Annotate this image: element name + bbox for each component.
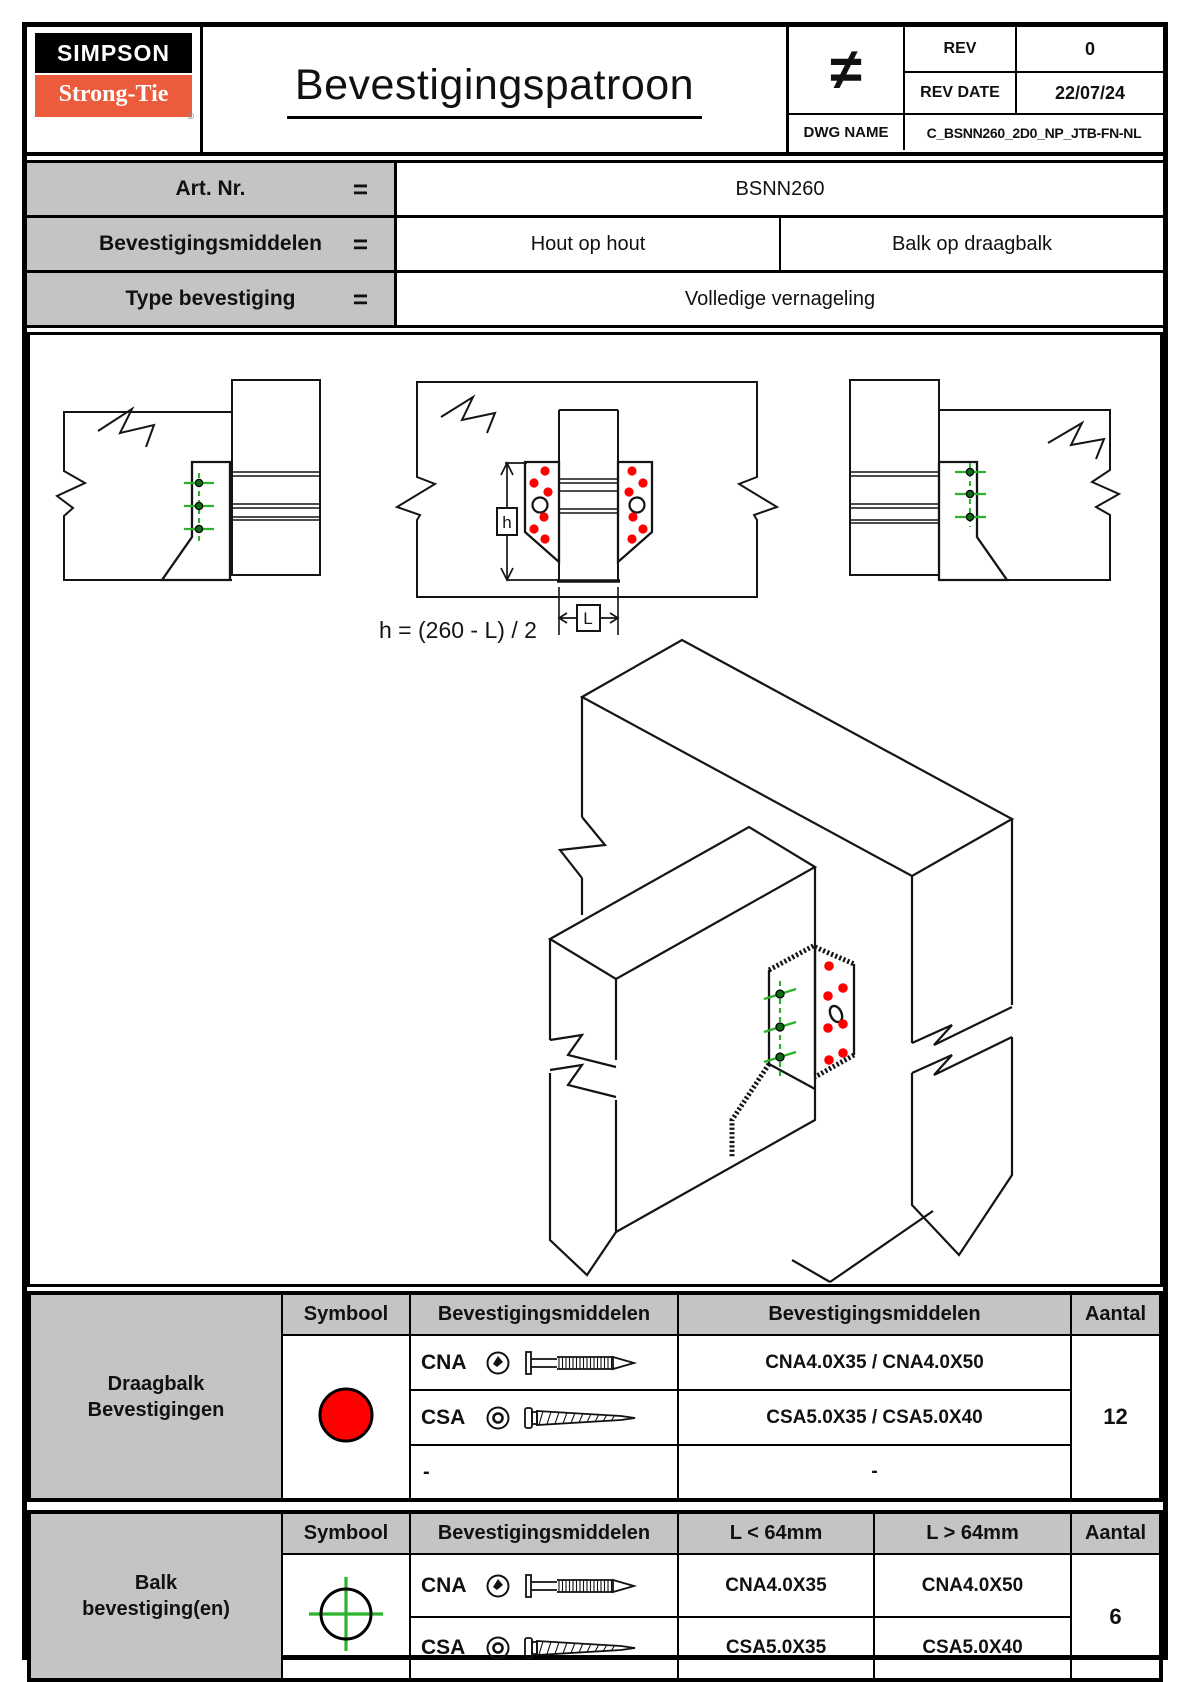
equals-sign: = (352, 283, 368, 314)
col-symbool: Symbool (282, 1293, 410, 1335)
fasteners-label: Bevestigingsmiddelen (99, 232, 322, 255)
type-value: Volledige vernageling (684, 287, 876, 310)
balk-row-label (29, 1512, 282, 1680)
fastener-centers (195, 479, 202, 532)
col-symbool: Symbool (282, 1512, 410, 1554)
col-bevestigingsmiddelen: Bevestigingsmiddelen (410, 1512, 678, 1554)
rev-label: REV (903, 27, 1015, 71)
csa-l-small-value: CSA5.0X35 (678, 1617, 874, 1680)
post-outline (850, 380, 939, 575)
draagbalk-row-label (29, 1293, 282, 1500)
joist-beam-outline (550, 827, 815, 1275)
title-cell (203, 27, 786, 152)
col-aantal: Aantal (1071, 1512, 1161, 1554)
screw-head-icon (485, 1405, 511, 1431)
dim-h-text: h (502, 513, 512, 532)
equals-sign: = (352, 228, 368, 259)
label-line2: bevestiging(en) (82, 1598, 230, 1620)
isometric-view-drawing (412, 600, 1152, 1287)
dwg-name-value: C_BSNN260_2D0_NP_JTB-FN-NL (903, 113, 1163, 150)
csa-screw-icon (523, 1633, 641, 1663)
projection-symbol-icon: ≠ (830, 37, 862, 102)
red-dot-symbol-icon (314, 1383, 378, 1447)
joist-outline (559, 410, 618, 580)
art-nr-label-cell (27, 163, 397, 215)
hanger-bracket (732, 945, 854, 1157)
fastener-centers (966, 468, 973, 520)
csa-values: CSA5.0X35 / CSA5.0X40 (678, 1390, 1071, 1445)
csa-l-large-value: CSA5.0X40 (874, 1617, 1071, 1680)
empty-fastener-value: - (678, 1445, 1071, 1500)
height-formula: h = (260 - L) / 2 (379, 617, 537, 643)
balk-fasteners-table (27, 1510, 1163, 1682)
break-mark-icon (441, 397, 495, 433)
nail-head-icon (485, 1573, 511, 1599)
csa-fastener-cell (410, 1617, 678, 1680)
info-row-fasteners (27, 218, 1163, 273)
hanger-hole-left (533, 498, 548, 513)
rev-value: 0 (1015, 27, 1163, 71)
cna-nail-icon (523, 1348, 641, 1378)
page-title: Bevestigingspatroon (287, 61, 702, 119)
beam-outline (57, 412, 232, 580)
cna-fastener-cell (410, 1554, 678, 1617)
drawing-area (27, 332, 1163, 1287)
title-block (27, 27, 1163, 156)
info-table (27, 160, 1163, 328)
col-bevestigingsmiddelen: Bevestigingsmiddelen (410, 1293, 678, 1335)
post-outline (232, 380, 320, 575)
hanger-side-profile (939, 462, 1007, 580)
label-line1: Draagbalk (107, 1372, 205, 1395)
cna-l-small-value: CNA4.0X35 (678, 1554, 874, 1617)
empty-fastener-type: - (410, 1445, 678, 1500)
col-aantal: Aantal (1071, 1293, 1161, 1335)
side-view-left-drawing (54, 369, 344, 584)
hanger-side-profile (162, 462, 230, 580)
type-label: Type bevestiging (125, 287, 296, 310)
hidden-edge-lines (232, 472, 320, 520)
balk-symbol-cell (282, 1554, 410, 1680)
type-label-cell (27, 273, 397, 325)
draagbalk-aantal-value: 12 (1071, 1335, 1161, 1500)
side-view-right-drawing (840, 375, 1160, 590)
registered-mark: ® (187, 111, 194, 121)
equals-sign: = (352, 173, 368, 204)
cna-l-large-value: CNA4.0X50 (874, 1554, 1071, 1617)
break-mark-icon (98, 409, 154, 447)
cna-nail-icon (523, 1571, 641, 1601)
csa-screw-icon (523, 1403, 641, 1433)
hanger-slope-hatch (732, 1064, 769, 1157)
hanger-top-edge-hatch (769, 945, 815, 970)
draagbalk-symbol-cell (282, 1335, 410, 1500)
strongtie-logo-bottom (35, 75, 194, 121)
info-row-type (27, 273, 1163, 325)
revision-block (786, 27, 1163, 152)
dwg-name-label: DWG NAME (789, 113, 903, 150)
hanger-hole-right (630, 498, 645, 513)
csa-label: CSA (421, 1636, 466, 1659)
sheet-frame (22, 22, 1168, 1660)
cna-label: CNA (421, 1350, 467, 1374)
col-l-groter-64: L > 64mm (874, 1512, 1071, 1554)
simpson-logo-top: SIMPSON (35, 33, 192, 73)
draagbalk-fasteners-table (27, 1291, 1163, 1502)
info-row-art (27, 163, 1163, 218)
fasteners-value-1: Hout op hout (397, 218, 781, 270)
screw-head-icon (485, 1635, 511, 1661)
dim-L-text: L (583, 609, 593, 628)
fasteners-value-2: Balk op draagbalk (891, 232, 1053, 255)
csa-fastener-cell (410, 1390, 678, 1445)
fasteners-label-cell (27, 218, 397, 270)
carrier-front-outline (397, 382, 777, 597)
nail-head-icon (485, 1350, 511, 1376)
hidden-edge-lines (850, 472, 939, 523)
csa-label: CSA (421, 1405, 466, 1429)
art-nr-label: Art. Nr. (175, 177, 246, 200)
cna-fastener-cell (410, 1335, 678, 1390)
label-line1: Balk (134, 1572, 178, 1594)
green-crosshair-symbol-icon (305, 1573, 387, 1655)
rev-date-label: REV DATE (903, 71, 1015, 113)
rev-date-value: 22/07/24 (1015, 71, 1163, 113)
carrier-fastener-dots (823, 961, 848, 1065)
cna-label: CNA (421, 1573, 467, 1597)
cna-values: CNA4.0X35 / CNA4.0X50 (678, 1335, 1071, 1390)
strongtie-logo-text: Strong-Tie (58, 81, 169, 107)
label-line2: Bevestigingen (87, 1398, 225, 1421)
break-mark-icon (1048, 423, 1104, 459)
hidden-edge-lines (559, 479, 618, 513)
col-bevestigingsmiddelen-2: Bevestigingsmiddelen (678, 1293, 1071, 1335)
logo (27, 27, 203, 152)
col-l-kleiner-64: L < 64mm (678, 1512, 874, 1554)
art-nr-value: BSNN260 (735, 177, 825, 200)
balk-aantal-value: 6 (1071, 1554, 1161, 1680)
